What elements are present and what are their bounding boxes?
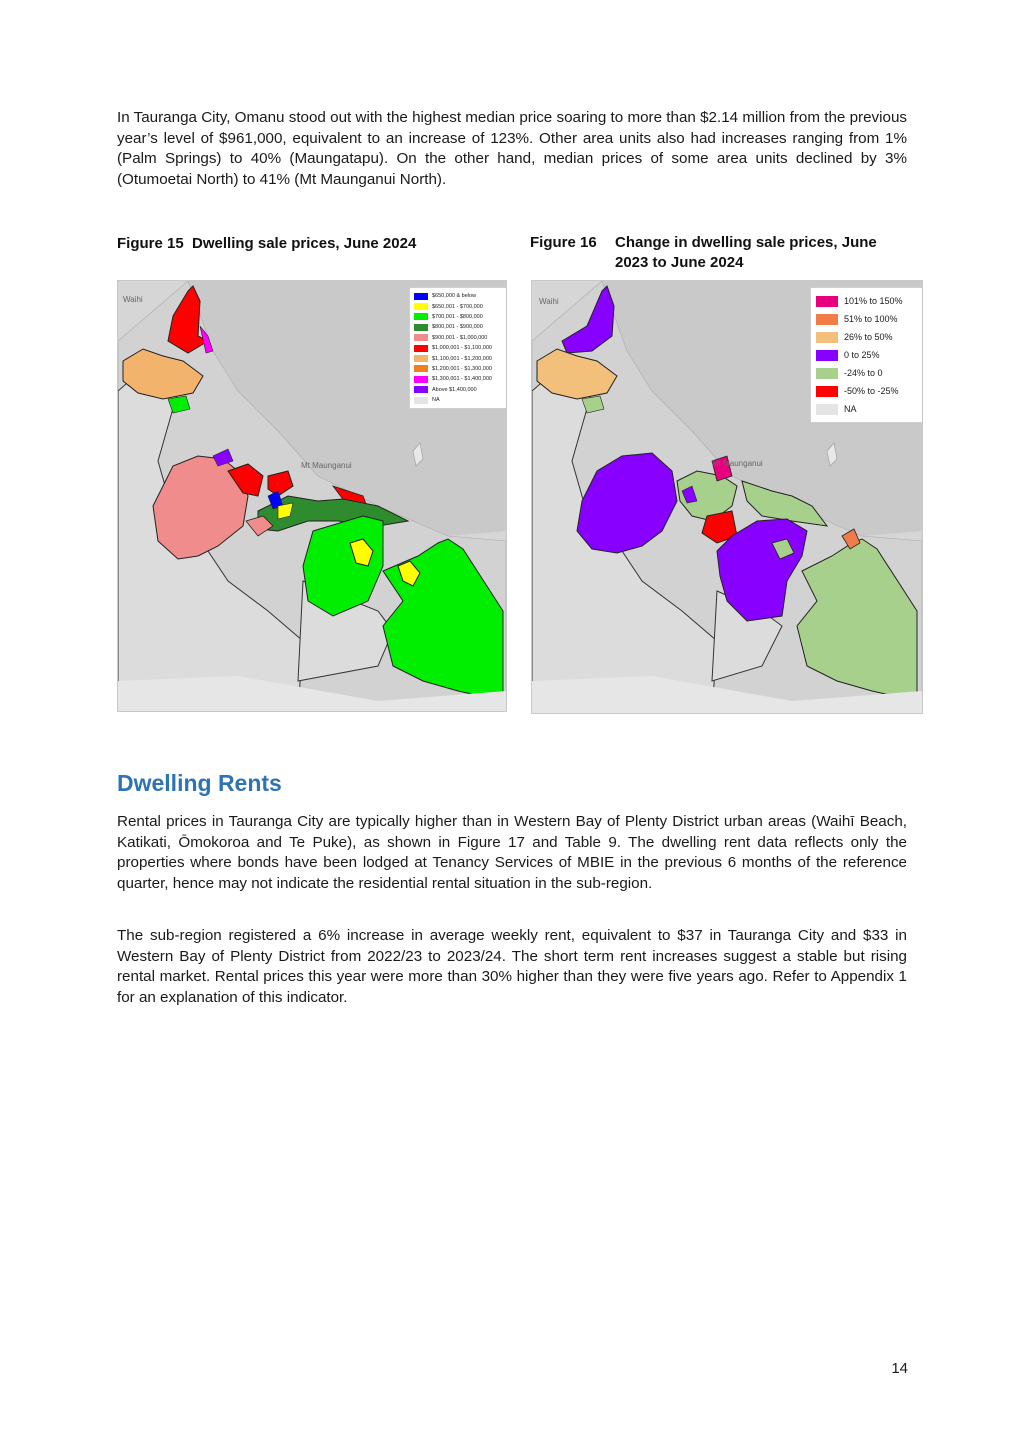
figure-16-number: Figure 16 <box>530 234 597 251</box>
figure15-legend-swatch <box>414 334 428 341</box>
figure15-legend-item <box>414 322 507 332</box>
figure16-legend-label: 0 to 25% <box>844 350 880 360</box>
figure15-legend-label: $1,300,001 - $1,400,000 <box>432 376 492 383</box>
rents-paragraph-2: The sub-region registered a 6% increase in average weekly rent, equivalent to $37 in Tauranga City and $33 in Western Bay of Plenty District from 2022/23 to 2023/24. The short term rent increases suggest a stable but rising rental market. Rental prices this year were more than 30% higher than they were five years ago. Refer to Appendix 1 for an explanation of this indicator. <box>117 927 907 1006</box>
figure15-legend-item <box>414 364 507 374</box>
figure15-legend-label: $1,200,001 - $1,300,000 <box>432 365 492 372</box>
figure15-legend-swatch <box>414 386 428 393</box>
figure15-legend-swatch <box>414 345 428 352</box>
figure15-legend-label: $800,001 - $900,000 <box>432 324 483 331</box>
figure15-legend-label: $700,001 - $800,000 <box>432 313 483 320</box>
figure16-legend-label: NA <box>844 404 857 414</box>
figure16-legend-swatch <box>816 350 838 361</box>
figure15-legend-label: $650,001 - $700,000 <box>432 303 483 310</box>
figure15-legend-item <box>414 385 507 395</box>
rents-paragraph-1: Rental prices in Tauranga City are typically higher than in Western Bay of Plenty District urban areas (Waihī Beach, Katikati, Ōmokoroa and Te Puke), as shown in Figure 17 and Table 9. The dwelling rent data reflects only the properties where bonds have been lodged at Tenancy Services of MBIE in the previous 6 months of the reference quarter, hence may not indicate the residential rental situation in the sub-region. <box>117 813 907 892</box>
figure16-legend-item <box>816 346 918 364</box>
figure-15-place-label-2: Mt Maunganui <box>301 461 352 470</box>
figure16-legend-label: -50% to -25% <box>844 386 899 396</box>
figure-15-place-label: Waihi <box>123 295 143 304</box>
figure15-legend-label: $1,000,001 - $1,100,000 <box>432 345 492 352</box>
figure-16-place-label-2: Mt Maunganui <box>712 459 763 468</box>
figure16-legend-label: 51% to 100% <box>844 314 898 324</box>
figure15-legend-item <box>414 301 507 311</box>
figure15-legend-label: $650,000 & below <box>432 293 477 300</box>
figure-15-title: Dwelling sale prices, June 2024 <box>192 235 417 252</box>
figure16-legend-item <box>816 382 918 400</box>
figure16-legend-label: 26% to 50% <box>844 332 893 342</box>
figure-16-title: Change in dwelling sale prices, June 2023 to June 2024 <box>615 234 877 271</box>
figure15-legend-item <box>414 353 507 363</box>
figure15-legend-label: NA <box>432 397 440 404</box>
figure16-legend-item <box>816 364 918 382</box>
figure-16-caption <box>530 233 910 273</box>
figure-16-place-label: Waihi <box>539 297 559 306</box>
figure15-legend-item <box>414 312 507 322</box>
figure16-legend-swatch <box>816 314 838 325</box>
figure16-legend-swatch <box>816 368 838 379</box>
figure15-legend-swatch <box>414 303 428 310</box>
figure15-legend-item <box>414 343 507 353</box>
figure16-legend-swatch <box>816 332 838 343</box>
figure-15-caption <box>117 234 416 254</box>
figure15-legend-swatch <box>414 293 428 300</box>
figure15-legend-item <box>414 374 507 384</box>
figure15-legend-item <box>414 291 507 301</box>
figure-15-number: Figure 15 <box>117 235 184 252</box>
figure15-legend-item <box>414 395 507 405</box>
figure15-legend-swatch <box>414 376 428 383</box>
figure15-legend-label: $900,001 - $1,000,000 <box>432 334 488 341</box>
figure16-legend-item <box>816 310 918 328</box>
figure-15-legend <box>409 287 507 409</box>
figure16-legend-swatch <box>816 386 838 397</box>
figure16-legend-item <box>816 292 918 310</box>
figure16-legend-label: -24% to 0 <box>844 368 883 378</box>
figure-15-map <box>117 280 507 712</box>
figure15-legend-swatch <box>414 355 428 362</box>
figure16-legend-swatch <box>816 404 838 415</box>
figure15-legend-swatch <box>414 397 428 404</box>
figure-16-legend <box>810 287 923 423</box>
figure15-legend-swatch <box>414 324 428 331</box>
intro-paragraph: In Tauranga City, Omanu stood out with the highest median price soaring to more than $2.14 million from the previous year’s level of $961,000, equivalent to an increase of 123%. Other area units also had increases ranging from 1% (Palm Springs) to 40% (Maungatapu). On the other hand, median prices of some area units declined by 3% (Otumoetai North) to 41% (Mt Maunganui North). <box>117 109 907 188</box>
figure15-legend-item <box>414 333 507 343</box>
figure15-legend-swatch <box>414 313 428 320</box>
figure16-legend-label: 101% to 150% <box>844 296 903 306</box>
figure16-legend-item <box>816 400 918 418</box>
page-number: 14 <box>891 1360 908 1377</box>
figure16-legend-swatch <box>816 296 838 307</box>
figure16-legend-item <box>816 328 918 346</box>
section-heading: Dwelling Rents <box>117 770 282 796</box>
figure15-legend-label: Above $1,400,000 <box>432 386 477 393</box>
figure-16-map <box>531 280 923 714</box>
figure15-legend-label: $1,100,001 - $1,200,000 <box>432 355 492 362</box>
figure15-legend-swatch <box>414 365 428 372</box>
